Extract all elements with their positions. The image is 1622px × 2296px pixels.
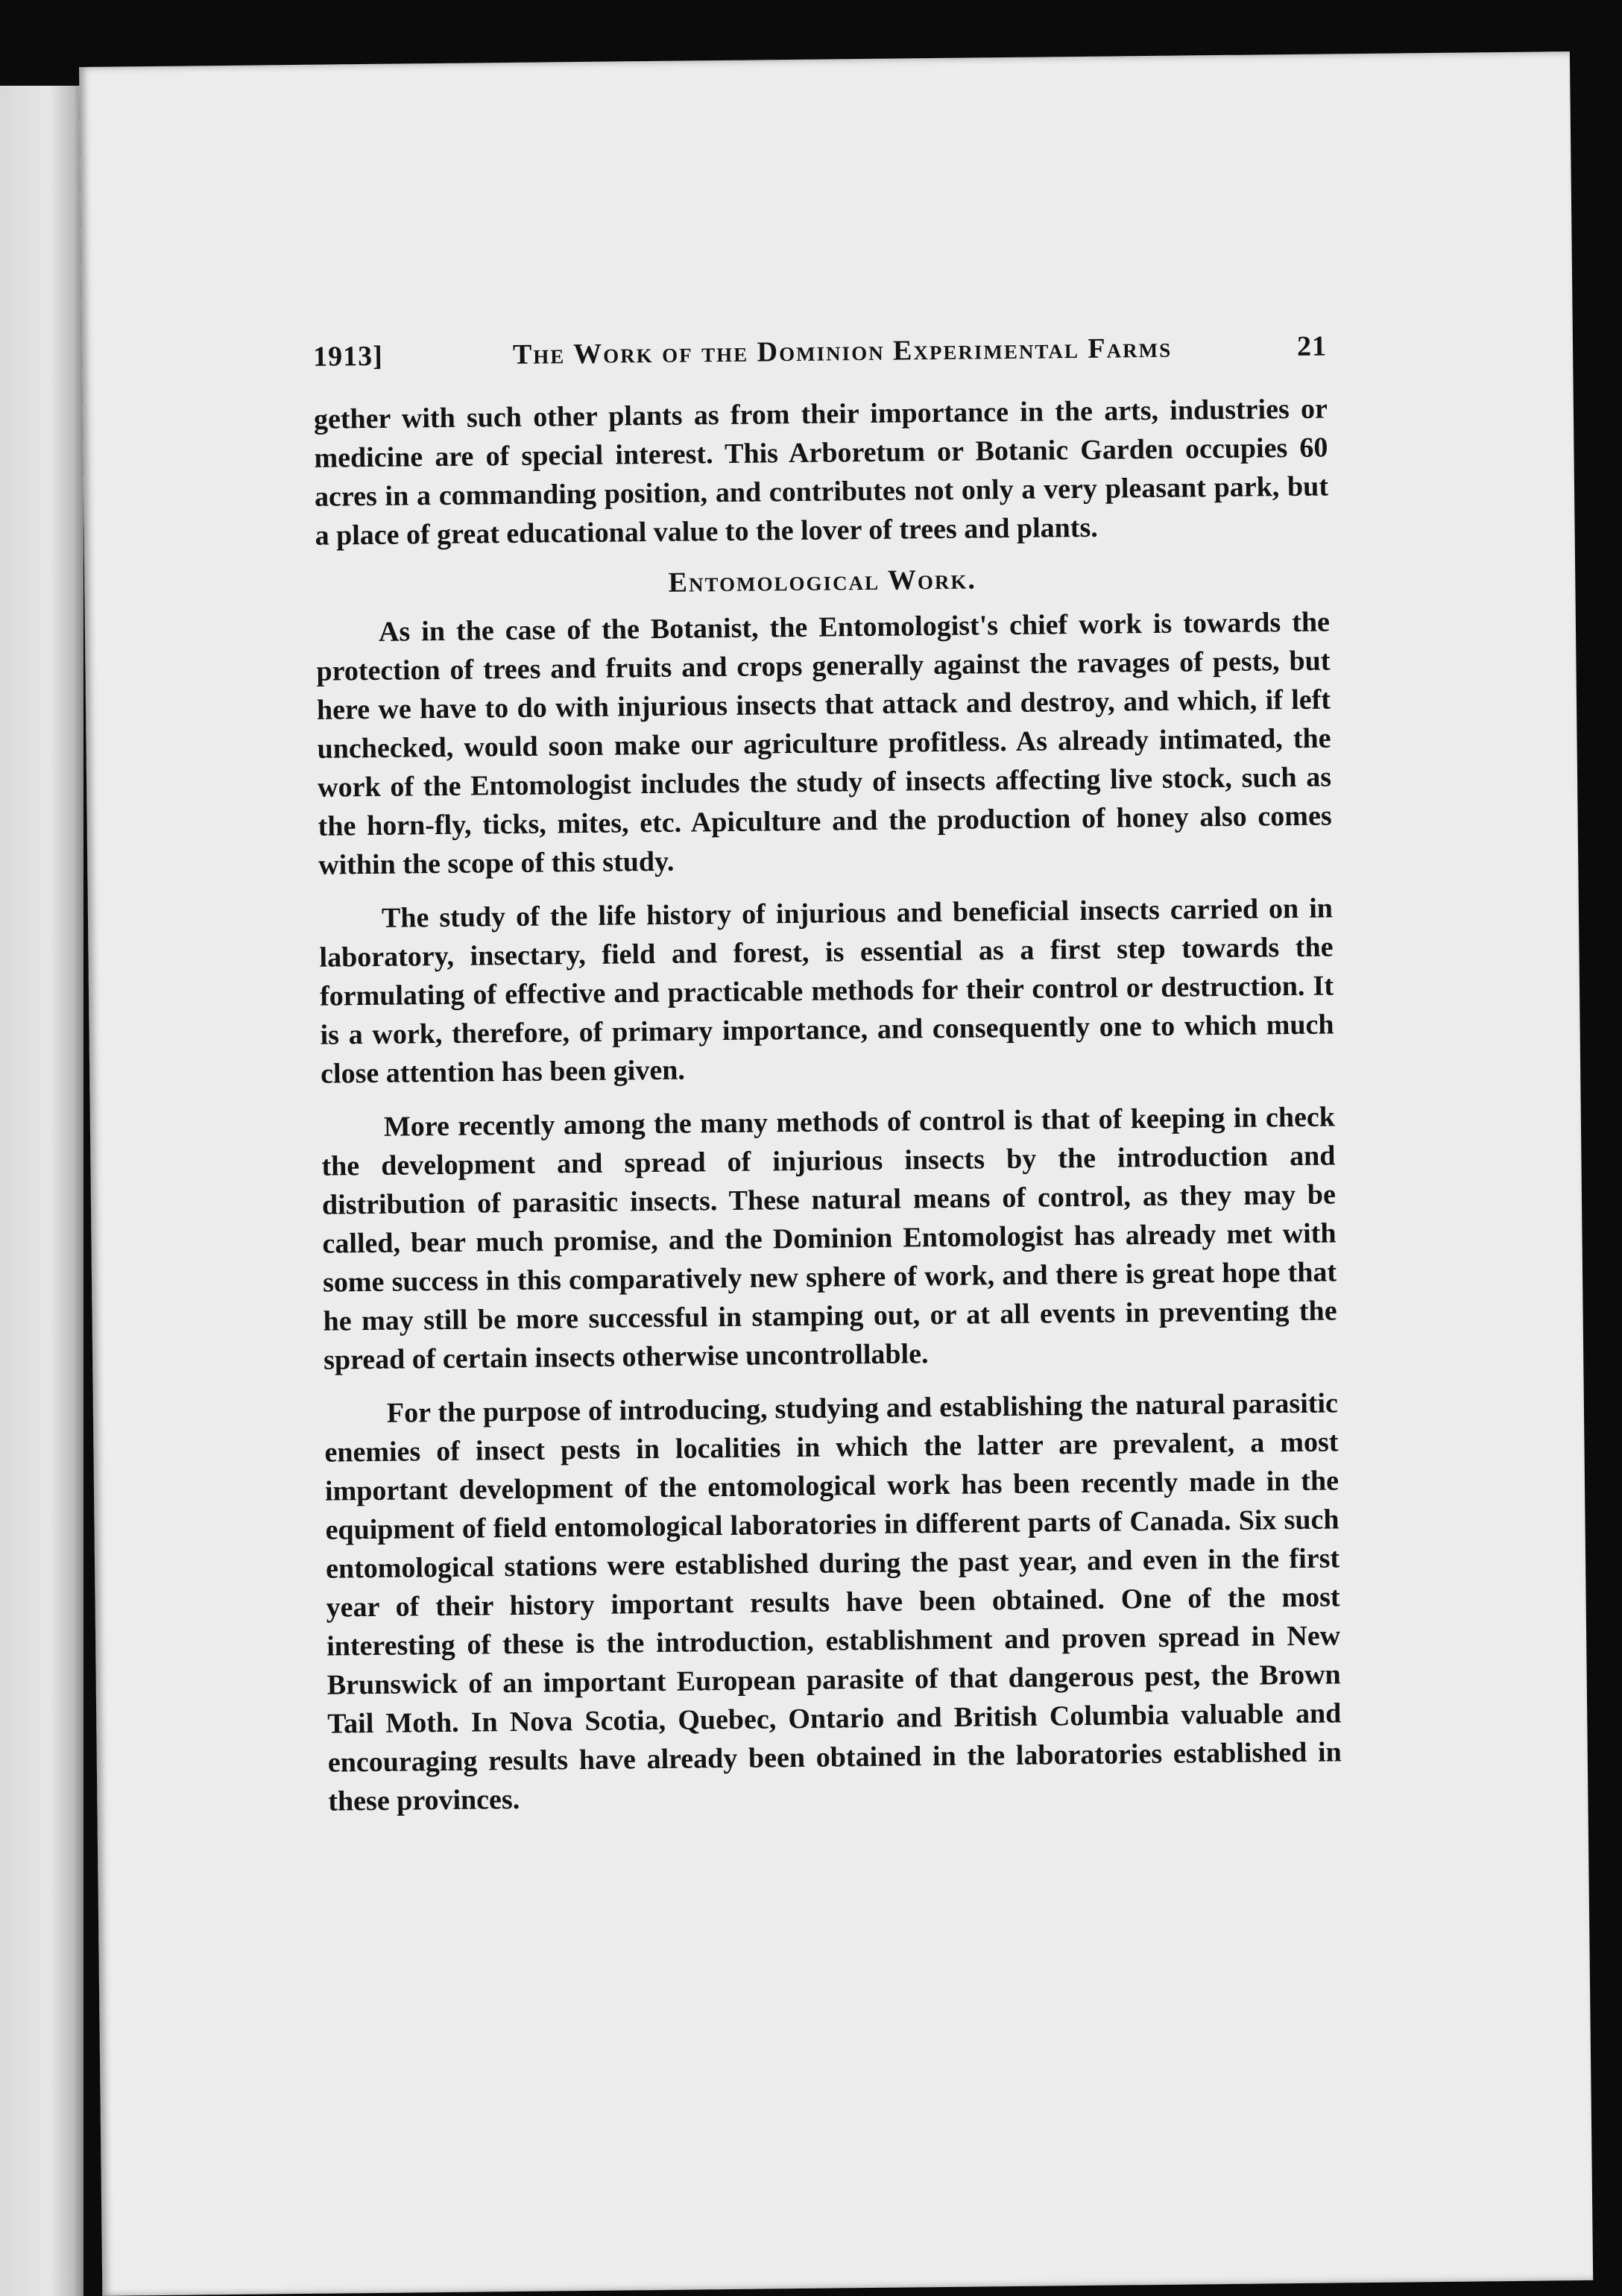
section-paragraph-4: For the purpose of introducing, studying and establishing the natural parasitic enemies of insect pests in localities in which the latter are prevalent, a most important development of the entomological work has been recently made in the equipment of field entomological laboratories in different parts of Canada. Six such entomological stations were established during the past year, and even in the first year of their history important results have been obtained. One of the most interesting of these is the introduction, establishment and proven spread in New Brunswick of an important European parasite of that dangerous pest, the Brown Tail Moth. In Nova Scotia, Quebec, Ontario and British Columbia valuable and encouraging results have already been obtained in the laboratories established in these provinces. (324, 1387, 1342, 1817)
running-head-title: The Work of the Dominion Experimental Farms (512, 332, 1173, 370)
book-page (79, 51, 1593, 2296)
running-head-year: 1913] (312, 340, 383, 373)
paragraph-continued: gether with such other plants as from their importance in the arts, industries or medicine are of special interest. This Arboretum or Botanic Garden occupies 60 acres in a commanding position, and contributes not only a very pleasant park, but a place of great educational value to the lover of trees and plants. (313, 393, 1329, 552)
facing-page-edge (0, 86, 83, 2296)
section-paragraph-2: The study of the life history of injurious and beneficial insects carried on in laboratory, insectary, field and forest, is essential as a first step towards the formulating of effective and practicable methods for their control or destruction. It is a work, therefore, of primary importance, and consequently one to which much close attention has been given. (319, 892, 1334, 1090)
section-paragraph-3: More recently among the many methods of control is that of keeping in check the development and spread of injurious insects by the introduction and distribution of parasitic insects. These natural means of control, as they may be called, bear much promise, and the Dominion Entomologist has already met with some success in this comparatively new sphere of work, and there is great hope that he may still be more successful in stamping out, or at all events in preventing the spread of certain insects otherwise uncontrollable. (321, 1101, 1337, 1376)
section-paragraph-1: As in the case of the Botanist, the Entomologist's chief work is towards the protection of trees and fruits and crops generally against the ravages of pests, but here we have to do with injurious insects that attack and destroy, and which, if left unchecked, would soon make our agriculture profitless. As already intimated, the work of the Entomologist includes the study of insects affecting live stock, such as the horn-fly, ticks, mites, etc. Apiculture and the production of honey also comes within the scope of this study. (316, 606, 1332, 881)
page-content (313, 329, 1342, 1835)
running-head (313, 329, 1327, 373)
section-heading: Entomological Work. (668, 564, 977, 599)
page-number: 21 (1296, 330, 1328, 362)
